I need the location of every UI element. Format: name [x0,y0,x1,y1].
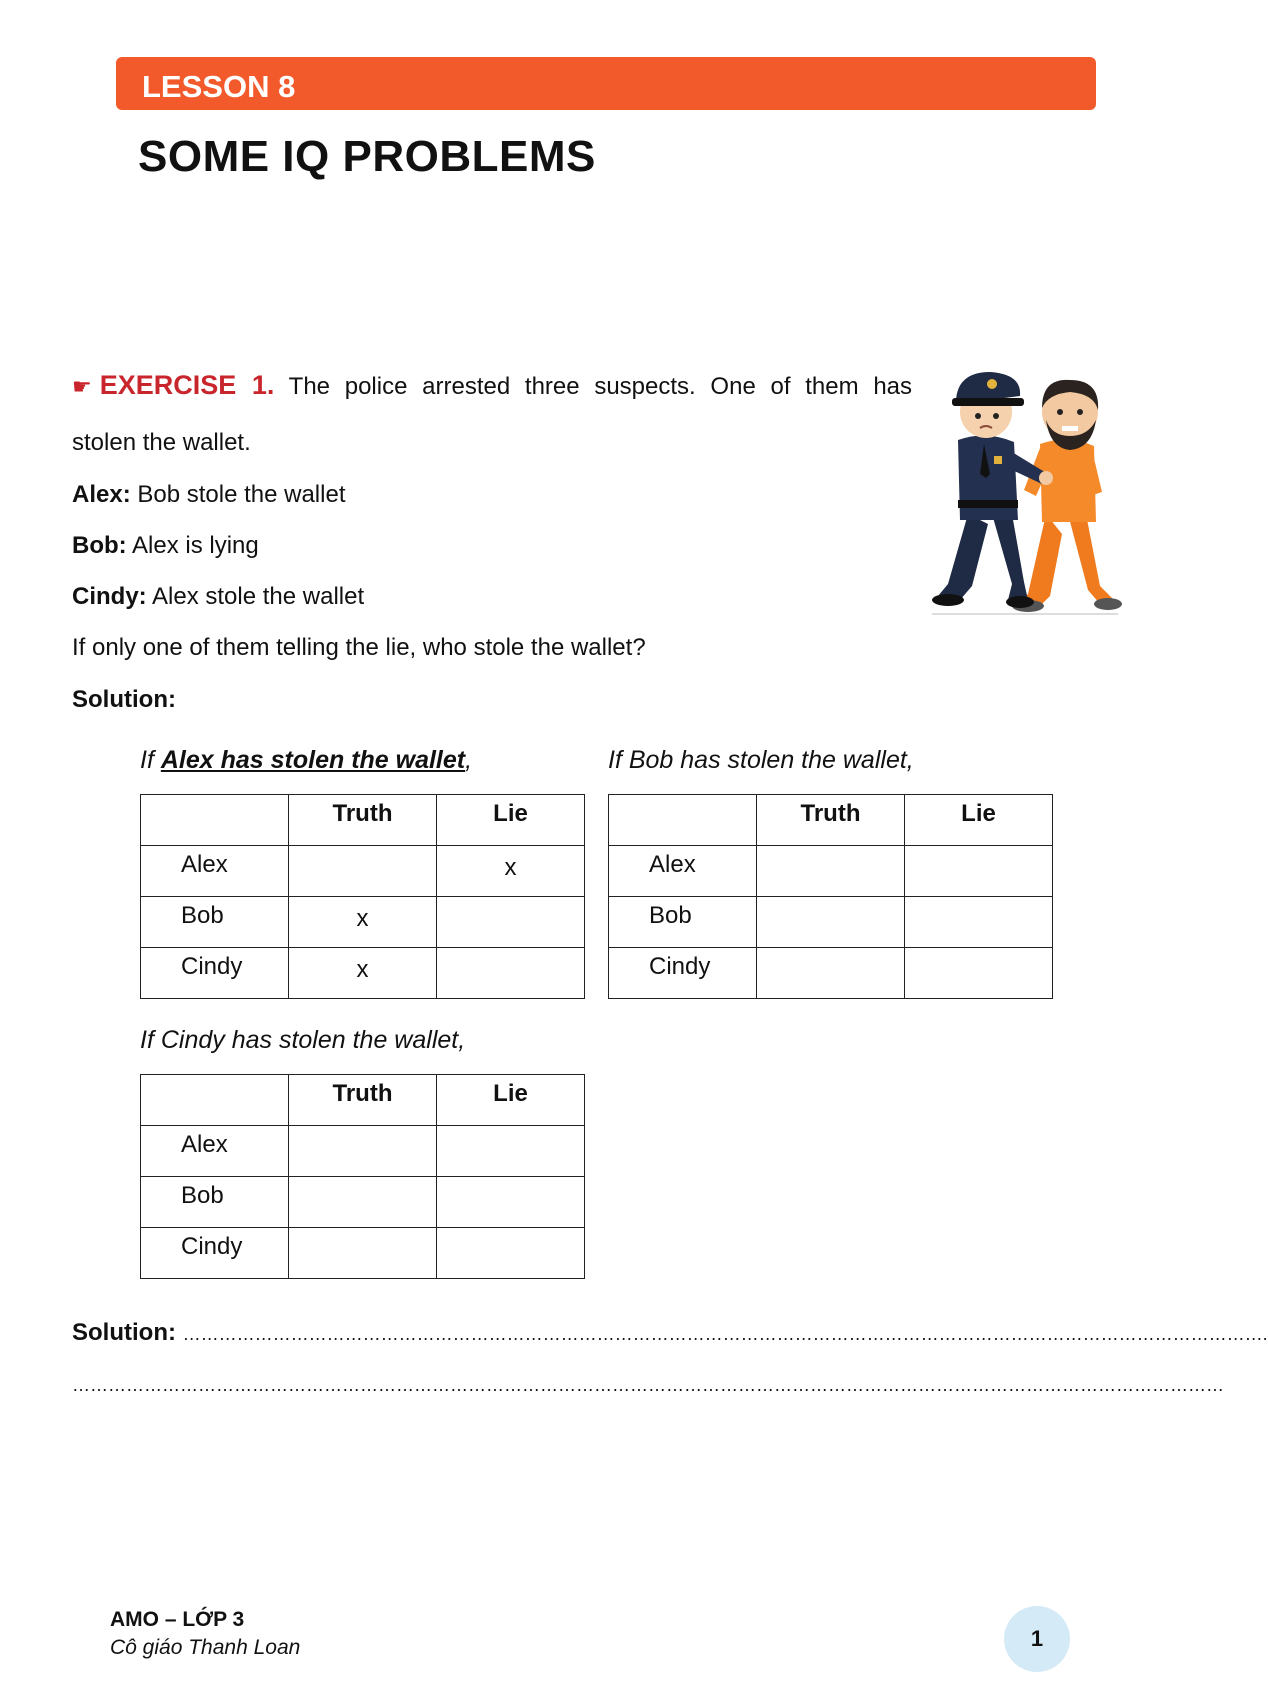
statement-alex [72,480,345,510]
truth-cell[interactable] [289,846,437,897]
page-number: 1 [1004,1606,1070,1672]
table-header-row [141,1075,585,1126]
truth-cell[interactable] [757,846,905,897]
header-cell-truth: Truth [289,1075,437,1126]
footer-teacher: Cô giáo Thanh Loan [110,1636,301,1659]
row-name-cell: Cindy [141,1228,289,1279]
row-name-cell: Bob [141,897,289,948]
truth-cell[interactable]: x [289,948,437,999]
caption-prefix: If [140,746,161,774]
header-cell-empty [609,795,757,846]
header-cell-lie: Lie [905,795,1053,846]
truth-cell[interactable] [757,948,905,999]
truth-cell[interactable] [289,1177,437,1228]
statement-speaker: Cindy: [72,583,147,610]
statement-text: Bob stole the wallet [130,481,346,508]
statement-speaker: Alex: [72,481,131,508]
row-name-cell: Alex [141,846,289,897]
row-name-cell: Alex [609,846,757,897]
exercise-question: If only one of them telling the lie, who stole the wallet? [72,634,646,661]
row-name-cell: Cindy [141,948,289,999]
lie-cell[interactable] [437,1228,585,1279]
page-title: SOME IQ PROBLEMS [138,132,596,181]
exercise-intro-text: The police arrested three suspects. One of them has [288,373,913,400]
answer-dots: ………………………………………………………………………………………………………………………………………………………………. [182,1324,1268,1344]
lesson-label: LESSON 8 [142,69,296,104]
table-header-row [609,795,1053,846]
table-caption-cindy [140,1026,465,1055]
row-name-cell: Bob [141,1177,289,1228]
truth-cell[interactable] [289,1228,437,1279]
table-row [141,1126,585,1177]
row-name-cell: Alex [141,1126,289,1177]
header-cell-empty [141,795,289,846]
solution-heading: Solution: [72,686,176,713]
answer-line-1[interactable] [72,1318,1268,1349]
answer-line-2[interactable]: ………………………………………………………………………………………………………………………………………………………………………… [72,1375,1224,1395]
exercise-intro-continued: stolen the wallet. [72,429,251,456]
table-row [141,1177,585,1228]
header-cell-truth: Truth [757,795,905,846]
table-caption-bob [608,746,914,775]
caption-emphasis: Alex has stolen the wallet [160,746,466,774]
header-cell-empty [141,1075,289,1126]
lie-cell[interactable] [905,948,1053,999]
lie-cell[interactable] [437,1126,585,1177]
truth-table-cindy [140,1074,585,1279]
statement-cindy [72,582,364,612]
answer-label: Solution: [72,1319,176,1346]
header-cell-lie: Lie [437,795,585,846]
lie-cell[interactable] [437,948,585,999]
pointing-hand-icon: ☛ [72,374,92,399]
row-name-cell: Bob [609,897,757,948]
lie-cell[interactable] [437,897,585,948]
exercise-intro-line [72,370,912,401]
footer-org: AMO – LỚP 3 [110,1608,245,1631]
header-cell-truth: Truth [289,795,437,846]
statement-text: Alex stole the wallet [146,583,365,610]
row-name-cell: Cindy [609,948,757,999]
table-row [141,1228,585,1279]
table-row [141,948,585,999]
table-row [141,846,585,897]
exercise-label: EXERCISE 1. [99,370,275,400]
lie-cell[interactable] [905,846,1053,897]
table-header-row [141,795,585,846]
table-caption-alex [140,746,472,775]
truth-cell[interactable] [757,897,905,948]
statement-text: Alex is lying [126,532,259,559]
caption-prefix: If Bob has stolen the wallet, [608,746,914,774]
table-row [609,846,1053,897]
statement-bob [72,531,259,561]
lie-cell[interactable] [437,1177,585,1228]
table-row [609,897,1053,948]
lie-cell[interactable] [905,897,1053,948]
truth-table-alex [140,794,585,999]
police-arrest-illustration [928,364,1120,616]
table-row [609,948,1053,999]
truth-cell[interactable]: x [289,897,437,948]
lesson-banner [116,57,1096,110]
table-row [141,897,585,948]
truth-cell[interactable] [289,1126,437,1177]
caption-prefix: If Cindy has stolen the wallet, [140,1026,466,1054]
caption-suffix: , [465,746,473,774]
header-cell-lie: Lie [437,1075,585,1126]
statement-speaker: Bob: [72,532,127,559]
lie-cell[interactable]: x [437,846,585,897]
truth-table-bob [608,794,1053,999]
